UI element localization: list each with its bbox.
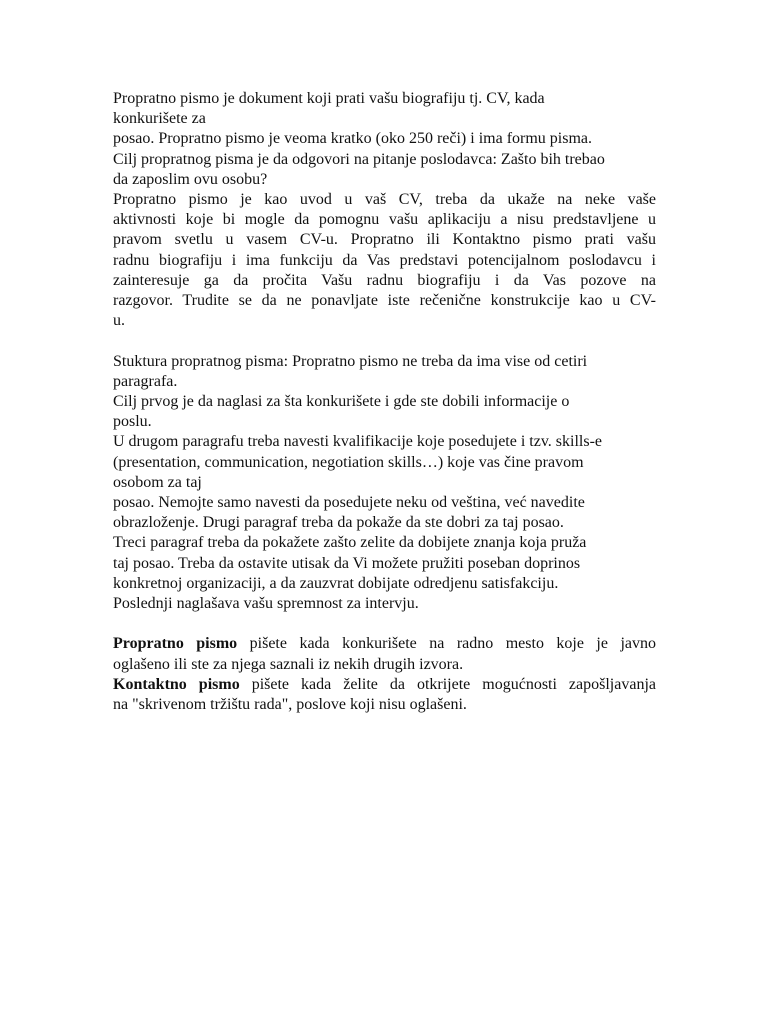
text-line: U drugom paragrafu treba navesti kvalifikacije koje posedujete i tzv. skills-e [113, 433, 603, 451]
text-line: da zaposlim ovu osobu? [113, 170, 268, 188]
text-line: posao. Propratno pismo je veoma kratko (oko 250 reči) i ima formu pisma. [113, 130, 593, 148]
text-line: Propratno pismo je kao uvod u vaš CV, treba da ukaže na neke vaše [113, 191, 656, 209]
text-line: konkretnoj organizaciji, a da zauzvrat dobijate odredjenu satisfakciju. [113, 574, 559, 592]
text-line: Cilj prvog je da naglasi za šta konkurišete i gde ste dobili informacije o [113, 393, 570, 411]
text-line: aktivnosti koje bi mogle da pomognu vašu aplikaciju a nisu predstavljene u [113, 211, 656, 229]
text-line: Propratno pismo je dokument koji prati vašu biografiju tj. CV, kada [113, 90, 545, 107]
bold-term-propratno: Propratno pismo [113, 635, 238, 653]
text-line: na "skrivenom tržištu rada", poslove koji nisu oglašeni. [113, 696, 467, 714]
paragraph-structure [113, 352, 656, 615]
text-line: Poslednji naglašava vašu spremnost za intervju. [113, 595, 419, 613]
text-line: oglašeno ili ste za njega saznali iz nekih drugih izvora. [113, 655, 464, 673]
text-line: (presentation, communication, negotiation skills…) koje vas čine pravom [113, 453, 584, 471]
text-line: radnu biografiju i ima funkciju da Vas predstavi potencijalnom poslodavcu i [113, 251, 656, 269]
paragraph-letter-types [113, 634, 656, 715]
text-line: Cilj propratnog pisma je da odgovori na pitanje poslodavca: Zašto bih trebao [113, 150, 605, 168]
text-line: Treci paragraf treba da pokažete zašto zelite da dobijete znanja koja pruža [113, 534, 587, 552]
text-line [113, 634, 656, 654]
paragraph-gap [113, 331, 656, 351]
text-span: pišete kada želite da otkrijete mogućnosti zapošljavanja [239, 675, 657, 693]
text-line: Stuktura propratnog pisma: Propratno pismo ne treba da ima vise od cetiri [113, 352, 588, 370]
paragraph-intro [113, 89, 656, 190]
bold-term-kontaktno: Kontaktno pismo [113, 675, 240, 693]
paragraph-description [113, 190, 656, 331]
text-line: konkurišete za [113, 110, 206, 128]
text-line: obrazloženje. Drugi paragraf treba da pokaže da ste dobri za taj posao. [113, 514, 564, 532]
document-page [113, 89, 656, 715]
text-line: taj posao. Treba da ostavite utisak da Vi možete pružiti poseban doprinos [113, 554, 581, 572]
text-line: paragrafa. [113, 372, 178, 390]
text-line: osobom za taj [113, 473, 202, 491]
text-span: pišete kada konkurišete na radno mesto koje je javno [237, 635, 656, 653]
text-line [113, 675, 656, 695]
paragraph-gap [113, 614, 656, 634]
text-line: posao. Nemojte samo navesti da posedujete neku od veština, već navedite [113, 494, 585, 512]
text-line: zainteresuje ga da pročita Vašu radnu biografiju i da Vas pozove na [113, 271, 656, 289]
text-line: pravom svetlu u vasem CV-u. Propratno ili Kontaktno pismo prati vašu [113, 231, 656, 249]
text-line: u. [113, 312, 125, 330]
text-line: poslu. [113, 413, 152, 431]
text-line: razgovor. Trudite se da ne ponavljate iste rečenične konstrukcije kao u CV- [113, 292, 656, 310]
